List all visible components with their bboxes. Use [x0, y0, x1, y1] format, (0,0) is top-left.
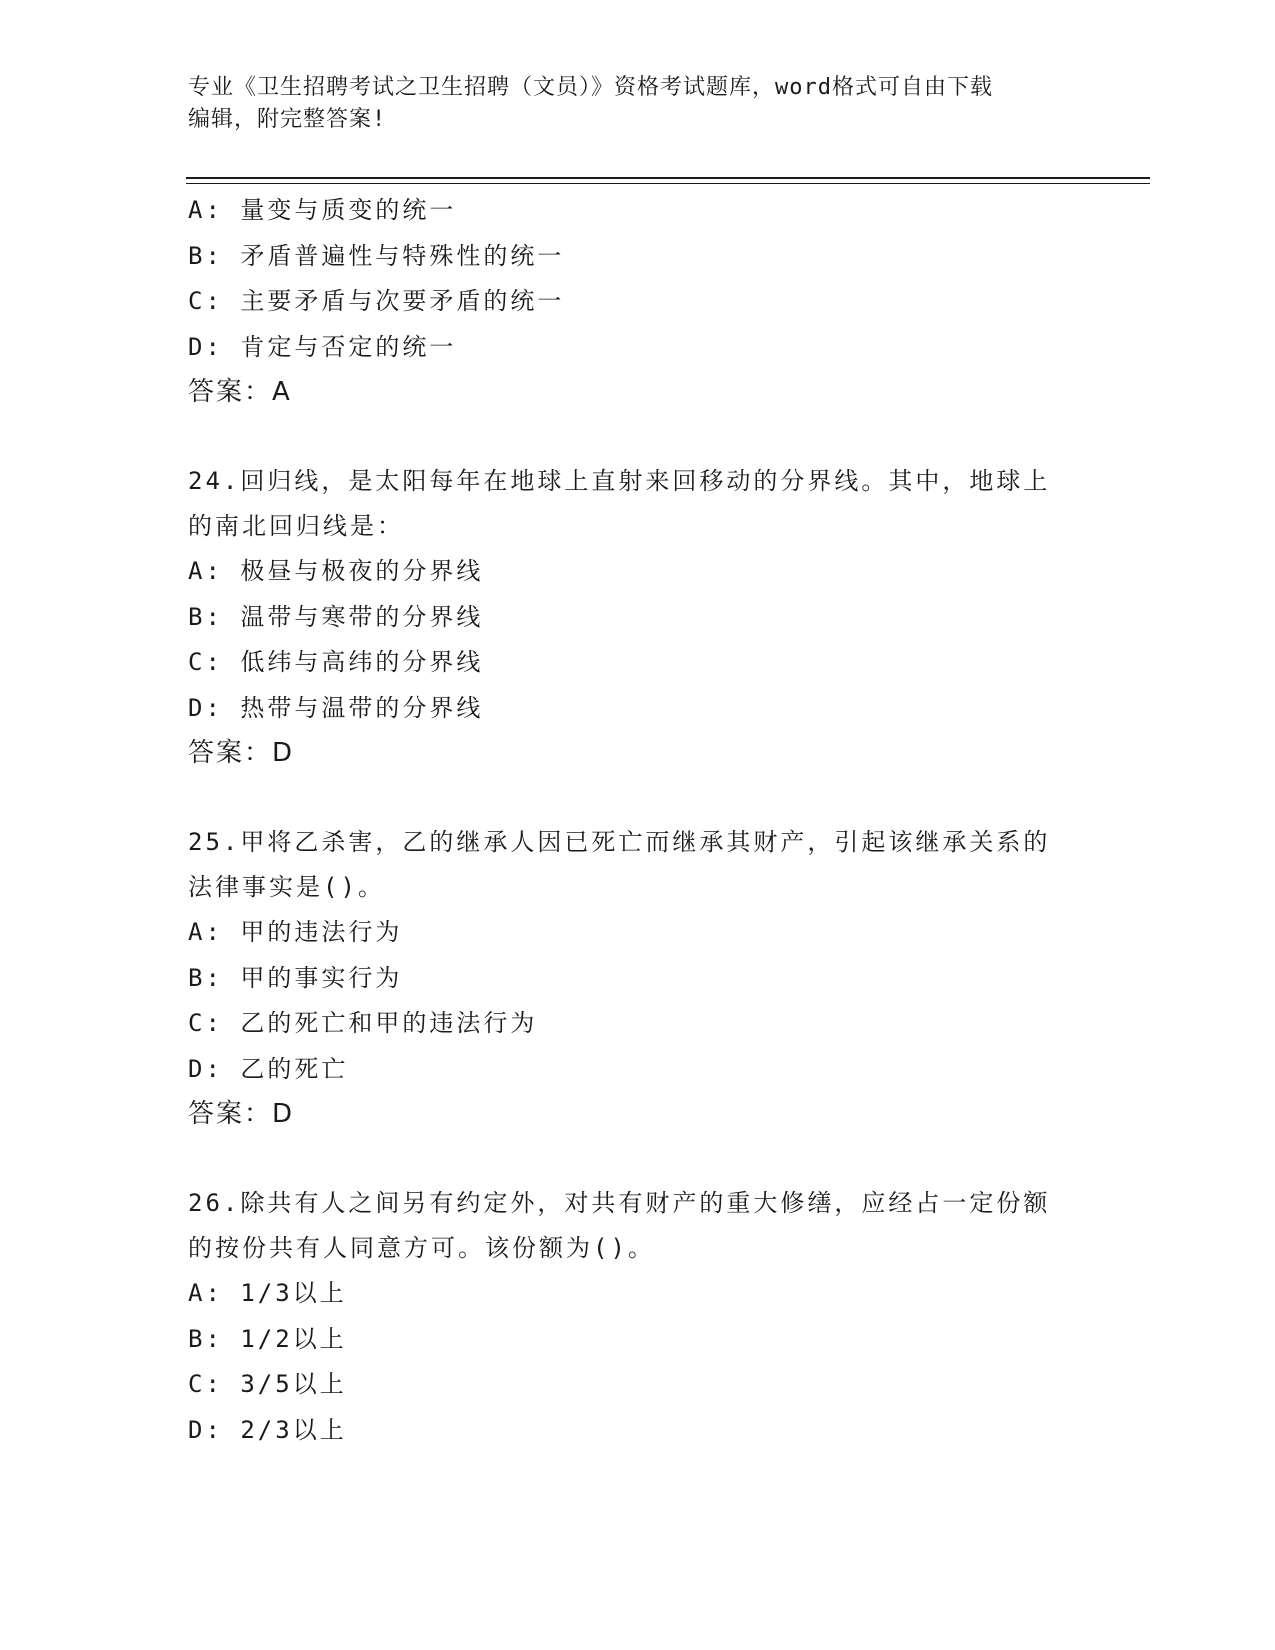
option-d: D: 乙的死亡	[188, 1054, 349, 1083]
option-c: C: 主要矛盾与次要矛盾的统一	[188, 287, 565, 315]
option-b: B: 温带与寒带的分界线	[188, 602, 484, 631]
option-a: A: 量变与质变的统一	[188, 196, 457, 224]
header-line-2: 编辑，附完整答案!	[188, 107, 387, 132]
question-block-24	[188, 459, 1068, 776]
option-d: D: 热带与温带的分界线	[188, 693, 484, 722]
option-c: C: 低纬与高纬的分界线	[188, 648, 484, 676]
question-list	[188, 188, 1068, 1453]
spacer	[188, 415, 1068, 459]
option-d: D: 肯定与否定的统一	[188, 332, 457, 361]
header-divider-thin	[186, 183, 1150, 184]
option-a: A: 极昼与极夜的分界线	[188, 557, 484, 585]
option-d: D: 2/3以上	[188, 1415, 347, 1444]
option-b: B: 1/2以上	[188, 1324, 347, 1353]
option-a: A: 甲的违法行为	[188, 918, 403, 946]
question-block-25	[188, 820, 1068, 1137]
question-stem: 26.除共有人之间另有约定外，对共有财产的重大修缮，应经占一定份额的按份共有人同意方可。该份额为()。	[188, 1189, 1051, 1262]
answer-line: 答案：D	[188, 1099, 295, 1129]
option-c: C: 乙的死亡和甲的违法行为	[188, 1009, 538, 1037]
option-b: B: 甲的事实行为	[188, 963, 403, 992]
option-a: A: 1/3以上	[188, 1279, 347, 1307]
option-b: B: 矛盾普遍性与特殊性的统一	[188, 241, 565, 270]
header-divider-thick	[186, 177, 1150, 179]
spacer	[188, 1137, 1068, 1181]
option-c: C: 3/5以上	[188, 1370, 347, 1398]
answer-line: 答案：A	[188, 377, 292, 407]
header-line-1: 专业《卫生招聘考试之卫生招聘（文员）》资格考试题库，word格式可自由下载	[188, 75, 993, 100]
question-stem: 24.回归线，是太阳每年在地球上直射来回移动的分界线。其中，地球上的南北回归线是：	[188, 467, 1051, 540]
spacer	[188, 776, 1068, 820]
question-stem: 25.甲将乙杀害，乙的继承人因已死亡而继承其财产，引起该继承关系的法律事实是()。	[188, 828, 1051, 901]
answer-line: 答案：D	[188, 738, 295, 768]
question-block-26	[188, 1181, 1068, 1453]
document-header	[188, 72, 1068, 136]
question-block-23	[188, 188, 1068, 415]
